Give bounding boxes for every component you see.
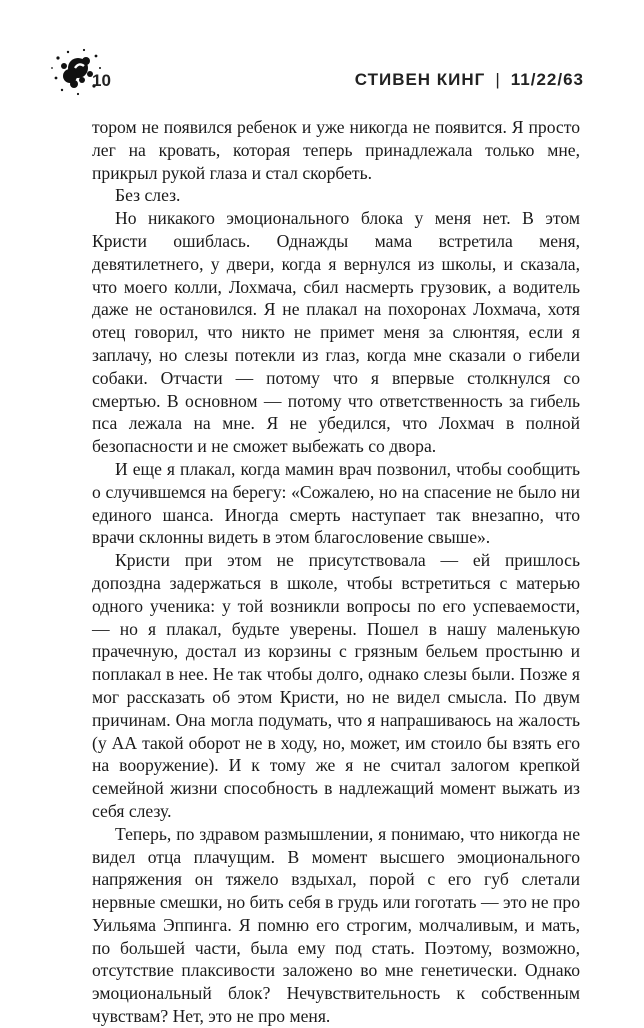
paragraph: И еще я плакал, когда мамин врач позвонил, чтобы сообщить о случившемся на берегу: «Сожалею, но на спасение не было ни единого шанса. Иногда смерть наступает так внезапно, что врачи склонны видеть в этом благословение свыше». xyxy=(92,458,580,548)
paragraph: Кристи при этом не присутствовала — ей пришлось допоздна задержаться в школе, чтобы встретиться с матерью одного ученика: у той возникли вопросы по его успеваемости, — но я плакал, будьте уверены. Пошел в нашу маленькую прачечную, достал из корзины с грязным бельем простыню и поплакал в нее. Не так чтобы долго, однако слезы были. Позже я мог рассказать об этом Кристи, но не видел смысла. По двум причинам. Она могла подумать, что я напрашиваюсь на жалость (у АА такой оборот не в ходу, но, может, им стоило бы взять его на вооружение). И к тому же я не считал залогом крепкой семейной жизни способность в надлежащий момент выжать из себя слезу. xyxy=(92,550,580,821)
book-title: 11/22/63 xyxy=(510,70,584,89)
paragraph: Теперь, по здравом размышлении, я понимаю, что никогда не видел отца плачущим. В момент высшего эмоционального напряжения он тяжело вздыхал, порой с его губ слетали нервные смешки, но бить себя в грудь или гоготать — это не про Уильяма Эппинга. Я помню его строгим, молчаливым, и мать, по большей части, была ему под стать. Поэтому, возможно, отсутствие плаксивости заложено во мне генетически. Однако эмоциональный блок? Нечувствительность к собственным чувствам? Нет, это не про меня. xyxy=(92,823,580,1027)
paragraph-continuation: тором не появился ребенок и уже никогда не появится. Я просто лег на кровать, которая теперь принадлежала только мне, прикрыл рукой глаза и стал скорбеть. xyxy=(92,117,580,183)
paragraph: Но никакого эмоционального блока у меня нет. В этом Кристи ошиблась. Однажды мама встретила меня, девятилетнего, у двери, когда я вернулся из школы, и сказала, что моего колли, Лохмача, сбил насмерть грузовик, а водитель даже не остановился. Я не плакал на похоронах Лохмача, хотя отец говорил, что никто не примет меня за слюнтяя, если я заплачу, но слезы потекли из глаз, когда мне сказали о гибели собаки. Отчасти — потому что я впервые столкнулся со смертью. В основном — потому что ответственность за гибель пса лежала на мне. Я не убедился, что Лохмач в полной безопасности и не сможет выбежать со двора. xyxy=(92,208,580,457)
page-number: 10 xyxy=(92,71,111,90)
header-separator: | xyxy=(495,70,501,89)
running-header xyxy=(355,70,584,90)
paragraph: Без слез. xyxy=(115,185,181,206)
author-name: СТИВЕН КИНГ xyxy=(354,70,486,89)
body-text xyxy=(92,116,580,1028)
